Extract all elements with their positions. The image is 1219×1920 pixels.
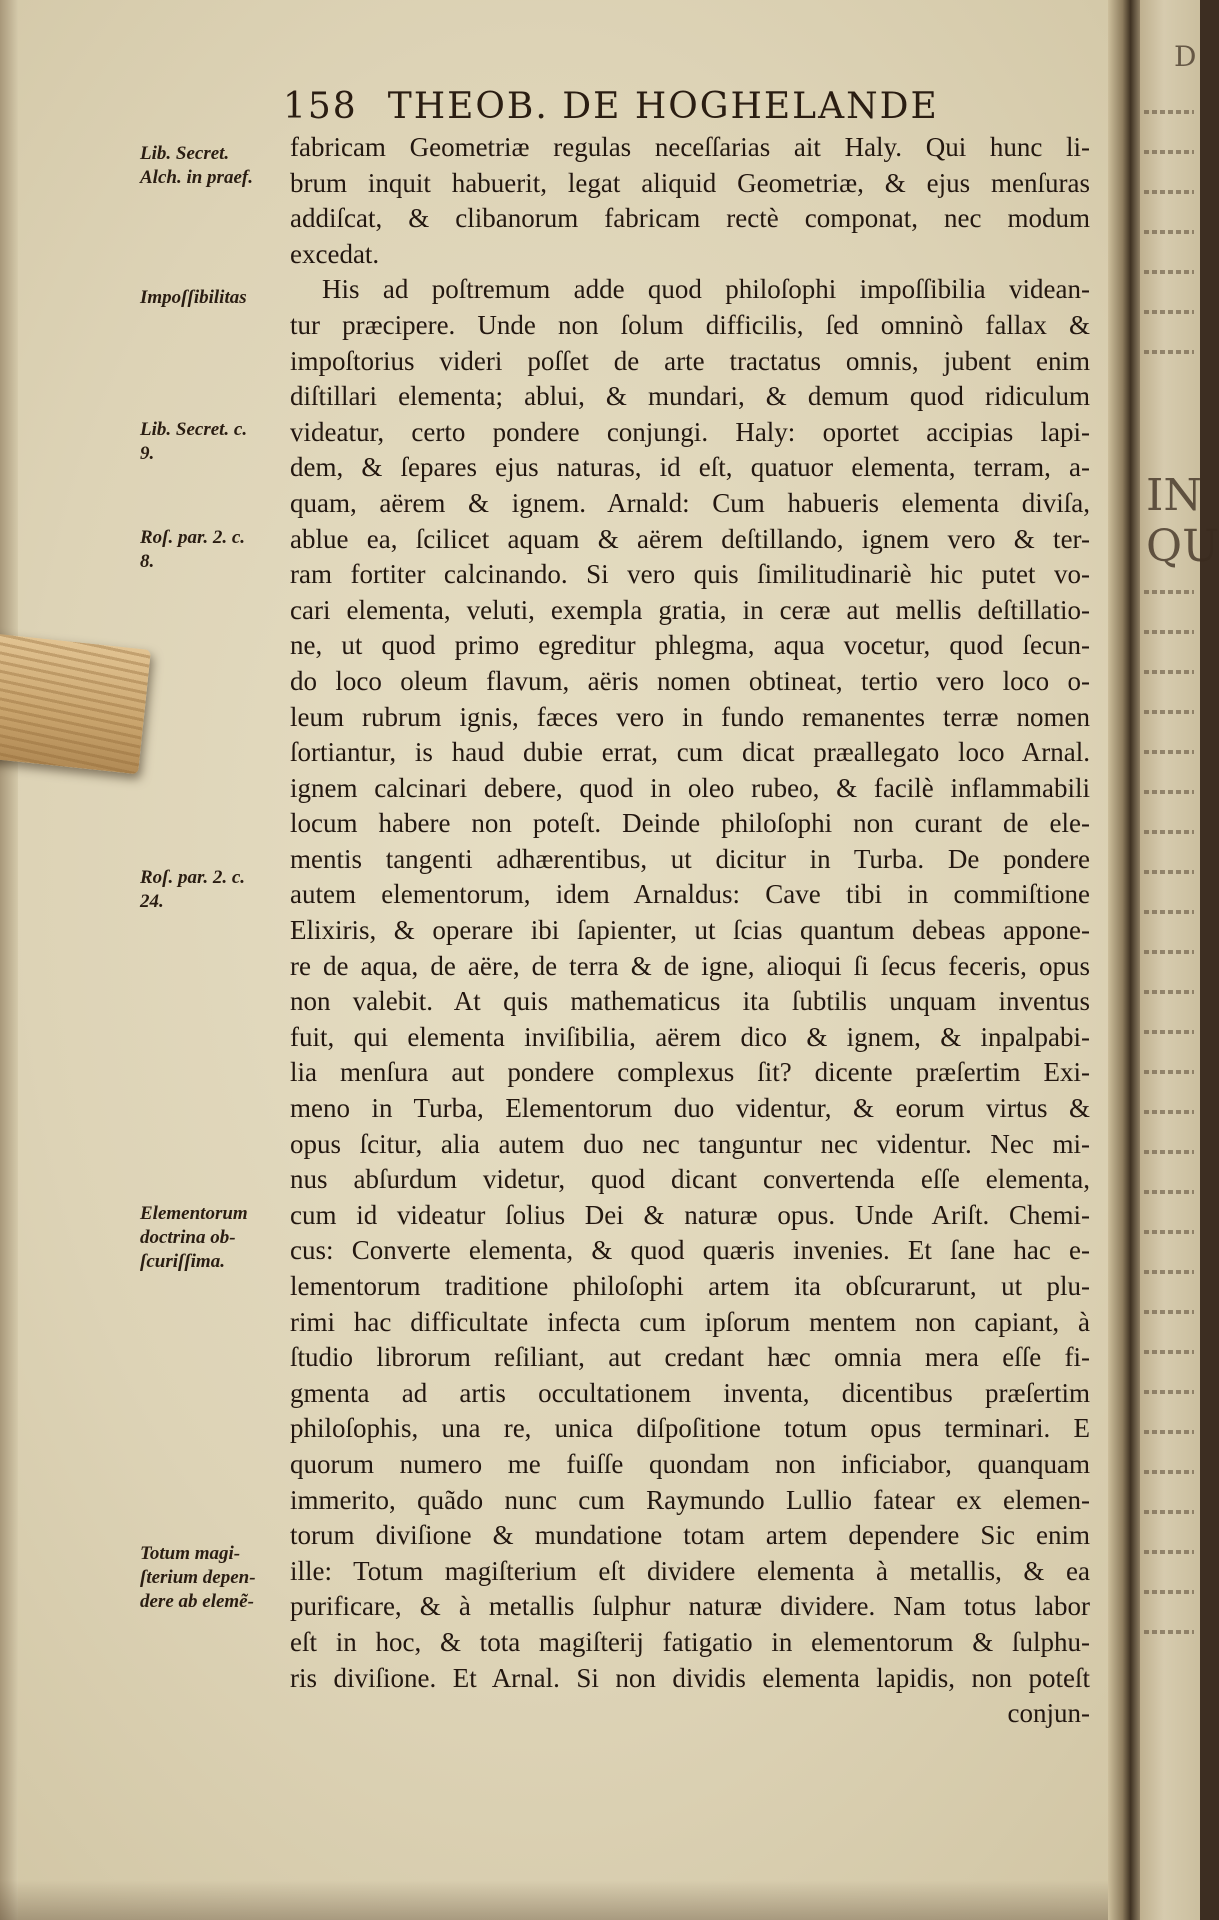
text-line: diſtillari elementa; ablui, & mundari, & demum quod ridiculum bbox=[290, 381, 1090, 412]
facing-text-line bbox=[1144, 150, 1194, 154]
text-line: Elixiris, & operare ibi ſapienter, ut ſcias quantum debeas appone- bbox=[290, 915, 1090, 946]
text-line: meno in Turba, Elementorum duo videntur, & eorum virtus & bbox=[290, 1093, 1090, 1124]
facing-text-line bbox=[1144, 710, 1194, 714]
facing-text-line bbox=[1144, 990, 1194, 994]
facing-text-line bbox=[1144, 670, 1194, 674]
text-line: ablue ea, ſcilicet aquam & aërem deſtillando, ignem vero & ter- bbox=[290, 523, 1090, 554]
text-line: mentis tangenti adhærentibus, ut dicitur in Turba. De pondere bbox=[290, 843, 1090, 874]
body-text bbox=[290, 130, 1090, 1732]
text-line: ne, ut quod primo egreditur phlegma, aqua vocetur, quod ſecun- bbox=[290, 630, 1090, 661]
margin-note-ros-par-2-8: Roſ. par. 2. c. 8. bbox=[140, 527, 246, 572]
facing-text-line bbox=[1144, 1110, 1194, 1114]
margin-note-elementorum: Elementorum doctrina ob- ſcuriſſima. bbox=[140, 1203, 248, 1272]
text-line: eſt in hoc, & tota magiſterij fatigatio in elementorum & ſulphu- bbox=[290, 1626, 1090, 1657]
facing-text-line bbox=[1144, 350, 1194, 354]
facing-text-line bbox=[1144, 270, 1194, 274]
text-line: excedat. bbox=[290, 238, 380, 269]
text-line: lementorum traditione philoſophi artem ita obſcurarunt, ut plu- bbox=[290, 1271, 1090, 1301]
text-line: ſortiantur, is haud dubie errat, cum dicat præallegato loco Arnal. bbox=[290, 737, 1090, 768]
text-line: fuit, qui elementa inviſibilia, aërem dico & ignem, & inpalpabi- bbox=[290, 1021, 1090, 1052]
catchword: conjun- bbox=[1007, 1698, 1090, 1729]
facing-text-line bbox=[1144, 1510, 1194, 1514]
text-line: re de aqua, de aëre, de terra & de igne, alioqui ſi ſecus feceris, opus bbox=[290, 950, 1090, 981]
text-line: non valebit. At quis mathematicus ita ſubtilis unquam inventus bbox=[290, 986, 1090, 1017]
text-line: do loco oleum flavum, aëris nomen obtineat, tertio vero loco o- bbox=[290, 665, 1090, 696]
facing-text-line bbox=[1144, 1230, 1194, 1234]
text-line: lia menſura aut pondere complexus ſit? dicente præſertim Exi- bbox=[290, 1057, 1090, 1088]
text-line: philoſophis, una re, unica diſpoſitione totum opus terminari. E bbox=[290, 1413, 1090, 1444]
facing-text-line bbox=[1144, 1550, 1194, 1554]
facing-text-line bbox=[1144, 750, 1194, 754]
text-line: quam, aërem & ignem. Arnald: Cum habueris elementa diviſa, bbox=[290, 487, 1090, 518]
facing-text-line bbox=[1144, 1030, 1194, 1034]
text-line: rimi hac difficultate infecta cum ipſorum mentem non capiant, à bbox=[290, 1306, 1090, 1337]
text-line: autem elementorum, idem Arnaldus: Cave tibi in commiſtione bbox=[290, 879, 1090, 910]
facing-text-line bbox=[1144, 1310, 1194, 1314]
facing-text-line bbox=[1144, 630, 1194, 634]
facing-text-line bbox=[1144, 190, 1194, 194]
text-line: ris diviſione. Et Arnal. Si non dividis elementa lapidis, non poteſt bbox=[290, 1662, 1090, 1693]
text-line: dem, & ſepares ejus naturas, id eſt, quatuor elementa, terram, a- bbox=[290, 452, 1090, 483]
margin-note-impossibilitas: Impoſſibilitas bbox=[140, 287, 247, 308]
text-line: cus: Converte elementa, & quod quæris invenies. Et ſane hac e- bbox=[290, 1235, 1090, 1266]
facing-text-line bbox=[1144, 950, 1194, 954]
facing-text-line bbox=[1144, 1390, 1194, 1394]
text-line: locum habere non poteſt. Deinde philoſophi non curant de ele- bbox=[290, 808, 1090, 839]
text-line: brum inquit habuerit, legat aliquid Geometriæ, & ejus menſuras bbox=[290, 167, 1090, 198]
facing-text-line bbox=[1144, 590, 1194, 594]
book-gutter bbox=[1108, 0, 1140, 1920]
page-bottom-shadow bbox=[0, 1880, 1108, 1920]
margin-note-lib-secret-9: Lib. Secret. c. 9. bbox=[140, 419, 248, 464]
running-title: THEOB. DE HOGHELANDE bbox=[387, 86, 939, 127]
facing-text-line bbox=[1144, 830, 1194, 834]
margin-note-totum-magisterium: Totum magi- ſterium depen- dere ab elemẽ- bbox=[140, 1543, 256, 1612]
wooden-page-weight bbox=[0, 631, 151, 775]
facing-text-line bbox=[1144, 910, 1194, 914]
text-line: ſtudio librorum reſiliant, aut credant hæc omnia mera eſſe fi- bbox=[290, 1342, 1090, 1373]
facing-text-line bbox=[1144, 1430, 1194, 1434]
page-number: 158 bbox=[283, 86, 358, 127]
text-line: cum id videatur ſolius Dei & naturæ opus. Unde Ariſt. Chemi- bbox=[290, 1199, 1090, 1230]
facing-text-line bbox=[1144, 1190, 1194, 1194]
facing-text-line bbox=[1144, 310, 1194, 314]
text-line: His ad poſtremum adde quod philoſophi impoſſibilia videan- bbox=[322, 274, 1090, 305]
text-line: tur præcipere. Unde non ſolum difficilis, ſed omninò fallax & bbox=[290, 309, 1090, 340]
margin-note-ros-par-2-24: Roſ. par. 2. c. 24. bbox=[140, 867, 246, 912]
text-line: purificare, & à metallis ſulphur naturæ dividere. Nam totus labor bbox=[290, 1591, 1090, 1622]
facing-text-line bbox=[1144, 1150, 1194, 1154]
text-line: torum diviſione & mundatione totam artem dependere Sic enim bbox=[290, 1520, 1090, 1551]
facing-text-line bbox=[1144, 110, 1194, 114]
facing-text-line bbox=[1144, 790, 1194, 794]
text-line: cari elementa, veluti, exempla gratia, in ceræ aut mellis deſtillatio- bbox=[290, 594, 1090, 625]
facing-text-line bbox=[1144, 1070, 1194, 1074]
facing-text-line bbox=[1144, 1590, 1194, 1594]
facing-text-line bbox=[1144, 1630, 1194, 1634]
text-line: leum rubrum ignis, fæces vero in fundo remanentes terræ nomen bbox=[290, 701, 1090, 732]
facing-text-line bbox=[1144, 870, 1194, 874]
text-line: immerito, quãdo nunc cum Raymundo Lullio fatear ex elemen- bbox=[290, 1484, 1090, 1515]
text-line: quorum numero me fuiſſe quondam non inficiabor, quanquam bbox=[290, 1448, 1090, 1479]
facing-text-line bbox=[1144, 230, 1194, 234]
facing-text-line bbox=[1144, 1470, 1194, 1474]
page-left-edge bbox=[0, 0, 18, 1920]
text-line: ille: Totum magiſterium eſt dividere elementa à metallis, & ea bbox=[290, 1555, 1090, 1586]
text-line: fabricam Geometriæ regulas neceſſarias ait Haly. Qui hunc li- bbox=[290, 132, 1090, 162]
facing-text-line bbox=[1144, 1270, 1194, 1274]
facing-page-top-letters: D bbox=[1174, 40, 1197, 73]
text-line: ignem calcinari debere, quod in oleo rubeo, & facilè inflammabili bbox=[290, 772, 1090, 803]
facing-page-heading: IN QU bbox=[1146, 470, 1219, 572]
running-head bbox=[283, 86, 939, 127]
facing-page-edge bbox=[1140, 0, 1219, 1920]
text-line: impoſtorius videri poſſet de arte tractatus omnis, jubent enim bbox=[290, 345, 1090, 376]
text-line: videatur, certo pondere conjungi. Haly: oportet accipias lapi- bbox=[290, 416, 1090, 447]
text-line: gmenta ad artis occultationem inventa, dicentibus præſertim bbox=[290, 1377, 1090, 1408]
text-line: opus ſcitur, alia autem duo nec tanguntur nec videntur. Nec mi- bbox=[290, 1128, 1090, 1159]
margin-note-lib-secret: Lib. Secret. Alch. in praef. bbox=[140, 143, 253, 188]
text-line: nus abſurdum videtur, quod dicant convertenda eſſe elementa, bbox=[290, 1164, 1090, 1195]
text-line: addiſcat, & clibanorum fabricam rectè componat, nec modum bbox=[290, 203, 1090, 234]
facing-text-line bbox=[1144, 1350, 1194, 1354]
text-line: ram fortiter calcinando. Si vero quis ſimilitudinariè hic putet vo- bbox=[290, 559, 1090, 590]
